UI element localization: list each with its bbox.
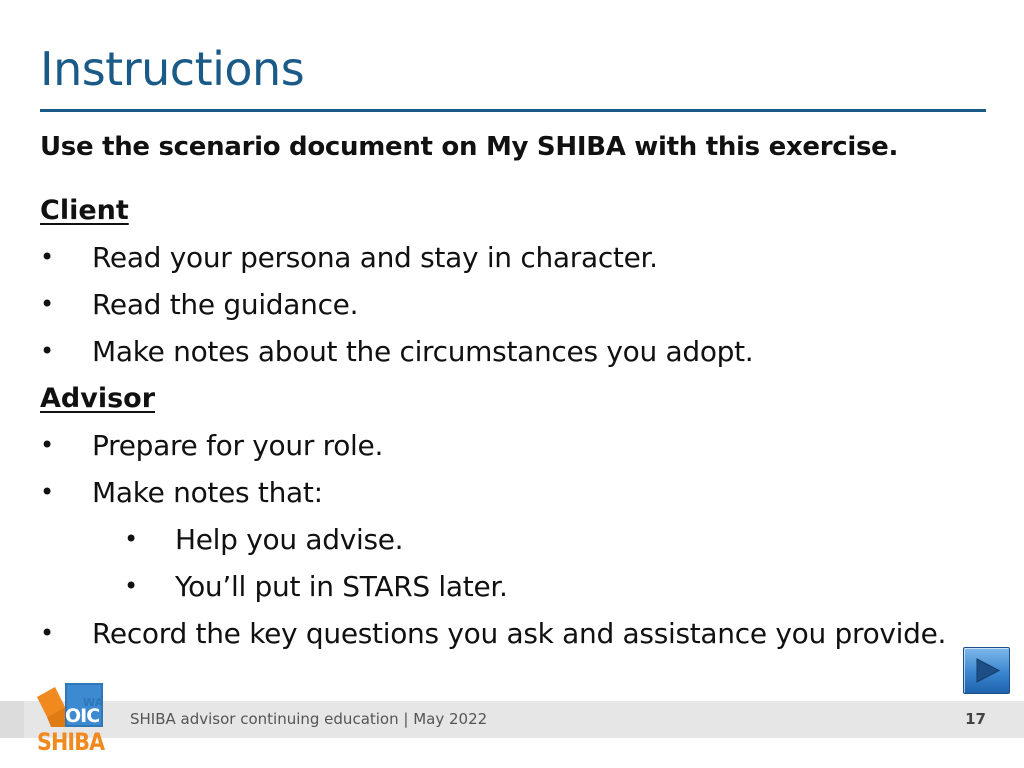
wa-oic-shiba-logo: [37, 683, 107, 759]
advisor-sub-item: [40, 563, 1000, 610]
advisor-sub-item-text: Help you advise.: [175, 523, 404, 556]
advisor-list-item: [40, 610, 1000, 657]
slide-title: Instructions: [40, 42, 305, 96]
advisor-sub-item-text: You’ll put in STARS later.: [175, 570, 508, 603]
logo-shiba-text: SHIBA: [37, 728, 105, 756]
advisor-item-text: Prepare for your role.: [92, 429, 384, 462]
footer-text: SHIBA advisor continuing education | May 2022: [130, 710, 488, 728]
page-number: 17: [965, 710, 986, 728]
client-list-item: [40, 281, 1000, 328]
title-divider: [40, 109, 986, 112]
bullet-icon: •: [40, 478, 54, 506]
next-slide-button[interactable]: [963, 647, 1010, 694]
advisor-list-item: [40, 422, 1000, 469]
client-item-text: Read the guidance.: [92, 288, 359, 321]
bullet-icon: •: [124, 525, 138, 553]
instructions-body: [40, 187, 1000, 657]
footer-left-strip: [0, 701, 24, 738]
bullet-icon: •: [40, 431, 54, 459]
play-next-icon: [964, 648, 1009, 693]
client-list-item: [40, 234, 1000, 281]
advisor-item-text: Record the key questions you ask and assistance you provide.: [92, 617, 947, 650]
advisor-list-item: [40, 469, 1000, 516]
bullet-icon: •: [124, 572, 138, 600]
bullet-icon: •: [40, 337, 54, 365]
advisor-sub-item: [40, 516, 1000, 563]
slide-subtitle: Use the scenario document on My SHIBA with this exercise.: [40, 132, 899, 162]
advisor-item-text: Make notes that:: [92, 476, 323, 509]
client-list-item: [40, 328, 1000, 375]
bullet-icon: •: [40, 290, 54, 318]
client-item-text: Make notes about the circumstances you adopt.: [92, 335, 754, 368]
client-heading: Client: [40, 195, 129, 226]
client-item-text: Read your persona and stay in character.: [92, 241, 658, 274]
advisor-heading: Advisor: [40, 383, 156, 414]
bullet-icon: •: [40, 243, 54, 271]
logo-oic-text: OIC: [65, 705, 100, 727]
bullet-icon: •: [40, 619, 54, 647]
logo-wa-text: WA: [83, 696, 104, 709]
